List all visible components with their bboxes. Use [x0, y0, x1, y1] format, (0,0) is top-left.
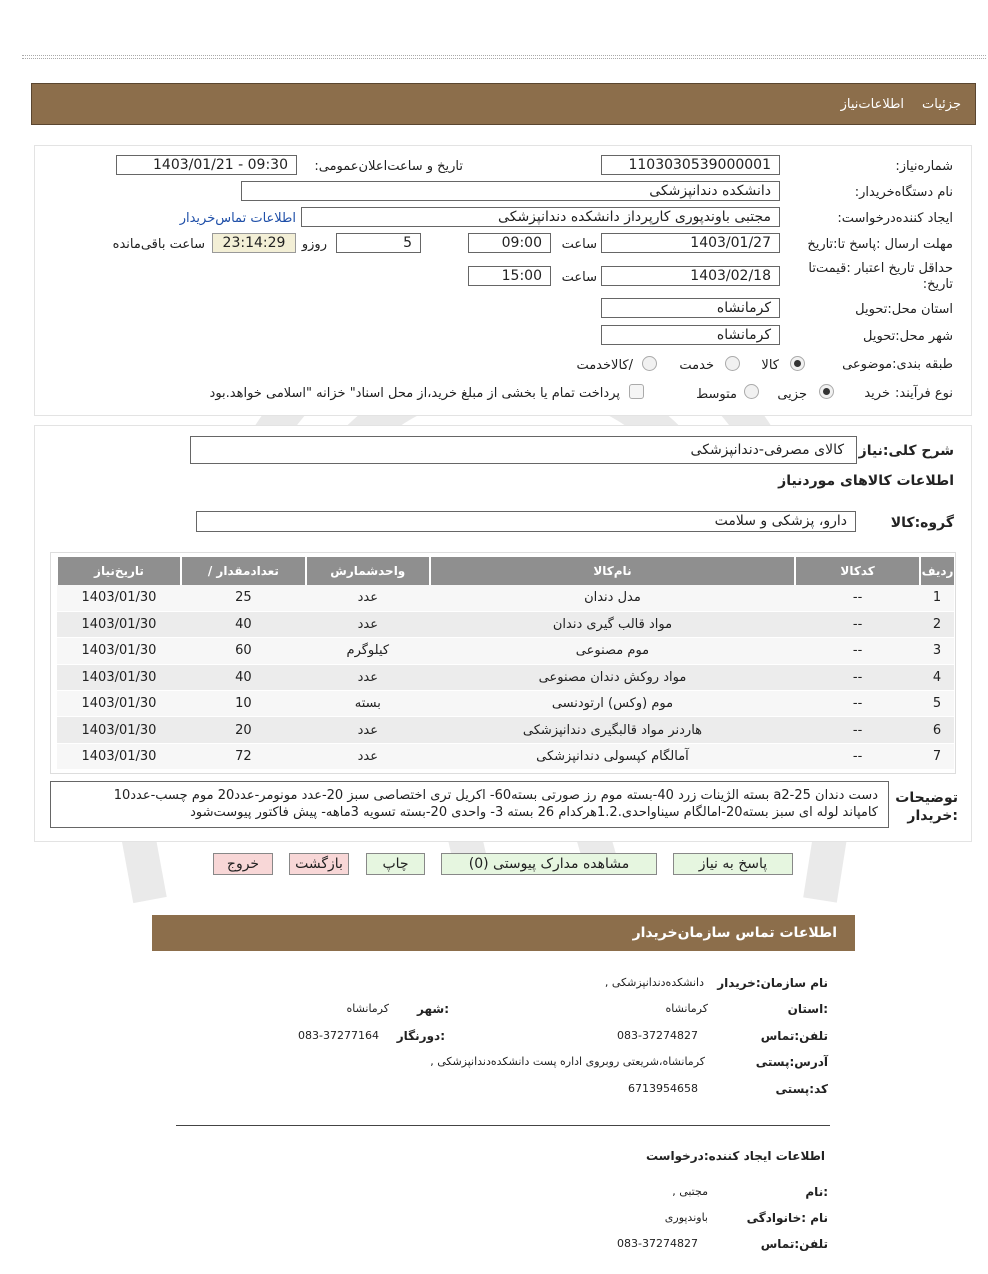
creator-label: ایجاد کننده‌درخواست: — [837, 211, 953, 226]
contact-org-label: نام سازمان:خریدار — [717, 976, 828, 990]
reply-button[interactable]: پاسخ به نیاز — [673, 853, 793, 875]
contact-phone-label: تلفن:تماس — [760, 1029, 828, 1043]
contact-fax-label: :دورنگار — [396, 1029, 445, 1043]
table-row — [57, 585, 954, 611]
category-goods-radio[interactable] — [790, 356, 805, 371]
announce-label: تاریخ و ساعت‌اعلان‌عمومی: — [314, 159, 463, 174]
row-unit: بسته — [306, 691, 430, 717]
row-date: 1403/01/30 — [57, 691, 181, 717]
need-number-label: شماره‌نیاز: — [895, 159, 953, 174]
col-date: تاریخ‌نیاز — [57, 557, 181, 585]
col-code: کدکالا — [795, 557, 920, 585]
items-title: اطلاعات کالاهای موردنیاز — [778, 473, 954, 489]
table-row — [57, 717, 954, 743]
contact-postal-label: کد:پستی — [775, 1082, 828, 1096]
process-purchase: خرید — [864, 386, 890, 401]
col-row: ردیف — [920, 557, 954, 585]
table-row — [57, 664, 954, 690]
contact-postal-value: 6713954658 — [628, 1082, 698, 1095]
process-medium-label: متوسط — [696, 387, 737, 402]
process-medium-radio[interactable] — [744, 384, 759, 399]
contact-address-label: آدرس:پستی — [755, 1055, 828, 1069]
row-qty: 60 — [181, 638, 306, 664]
buyer-notes-line1: دست دندان a2-25 بسته الژینات زرد 40-بسته موم رز صورتی بسته60- اکریل تری اختصاصی سبز 20-عدد مونومر-عدد20 موم چسب-عدد10 — [113, 788, 878, 803]
contact-city-value: کرمانشاه — [346, 1002, 389, 1015]
row-name: هاردنر مواد قالبگیری دندانپزشکی — [430, 717, 795, 743]
buyer-org-label: نام دستگاه‌خریدار: — [854, 185, 953, 200]
process-partial-radio[interactable] — [819, 384, 834, 399]
header-bar — [31, 83, 976, 125]
contact-fax-value: 083-37277164 — [298, 1029, 379, 1042]
row-name: موم (وکس) ارتودنسی — [430, 691, 795, 717]
creator-name-value: مجتبی , — [672, 1185, 708, 1198]
top-divider — [22, 55, 986, 59]
creator-info-title: اطلاعات ایجاد کننده:درخواست — [645, 1149, 825, 1163]
row-qty: 40 — [181, 611, 306, 637]
row-code: -- — [795, 664, 920, 690]
deadline-label: مهلت ارسال :پاسخ تا:تاریخ — [807, 237, 953, 252]
row-date: 1403/01/30 — [57, 743, 181, 769]
row-qty: 20 — [181, 717, 306, 743]
row-code: -- — [795, 717, 920, 743]
row-code: -- — [795, 611, 920, 637]
row-code: -- — [795, 638, 920, 664]
buyer-notes-box — [50, 781, 889, 828]
contact-section-title: اطلاعات تماس سازمان‌خریدار — [152, 915, 855, 951]
contact-org-value: دانشکده‌دندانپزشکی , — [604, 976, 704, 989]
category-both-label: /کالاخدمت — [576, 358, 633, 373]
process-label: نوع فرآیند: — [895, 386, 953, 401]
row-num: 6 — [920, 717, 954, 743]
table-row — [57, 743, 954, 769]
row-unit: عدد — [306, 585, 430, 611]
row-code: -- — [795, 691, 920, 717]
row-name: مواد قالب گیری دندان — [430, 611, 795, 637]
row-date: 1403/01/30 — [57, 585, 181, 611]
contact-province-label: :استان — [787, 1002, 828, 1016]
row-num: 2 — [920, 611, 954, 637]
buyer-contact-link[interactable]: اطلاعات تماس‌خریدار — [179, 211, 296, 226]
validity-date-field: 1403/02/18 — [601, 266, 780, 286]
city-field: کرمانشاه — [601, 325, 780, 345]
need-number-field: 1103030539000001 — [601, 155, 780, 175]
row-qty: 72 — [181, 743, 306, 769]
row-name: آمالگام کپسولی دندانپزشکی — [430, 743, 795, 769]
col-qty: تعدادمقدار / — [181, 557, 306, 585]
row-date: 1403/01/30 — [57, 638, 181, 664]
deadline-date-field: 1403/01/27 — [601, 233, 780, 253]
province-field: کرمانشاه — [601, 298, 780, 318]
creator-family-value: باوندپوری — [664, 1211, 708, 1224]
creator-family-label: نام :خانوادگی — [746, 1211, 828, 1225]
category-label: طبقه بندی:موضوعی — [842, 357, 953, 372]
contact-address-value: کرمانشاه،شریعتی روبروی اداره پست دانشکده‌دندانپزشکی , — [430, 1055, 705, 1068]
row-date: 1403/01/30 — [57, 717, 181, 743]
row-num: 7 — [920, 743, 954, 769]
row-num: 1 — [920, 585, 954, 611]
row-unit: عدد — [306, 717, 430, 743]
row-num: 3 — [920, 638, 954, 664]
print-button[interactable]: چاپ — [366, 853, 425, 875]
table-row — [57, 638, 954, 664]
creator-phone-label: تلفن:تماس — [760, 1237, 828, 1251]
days-field: 5 — [336, 233, 421, 253]
buyer-org-field: دانشکده دندانپزشکی — [241, 181, 780, 201]
row-qty: 25 — [181, 585, 306, 611]
validity-time-label: ساعت — [561, 270, 597, 285]
row-unit: کیلوگرم — [306, 638, 430, 664]
row-num: 5 — [920, 691, 954, 717]
creator-name-label: :نام — [805, 1185, 828, 1199]
items-table-header — [57, 557, 954, 585]
deadline-time-field: 09:00 — [468, 233, 551, 253]
city-label: شهر محل:تحویل — [863, 329, 953, 344]
deadline-time-label: ساعت — [561, 237, 597, 252]
table-row — [57, 611, 954, 637]
validity-label: حداقل تاریخ اعتبار :قیمت‌تا تاریخ: — [808, 261, 953, 292]
buyer-notes-line2: کامپاند لوله ای سبز بسته20-امالگام سیناواحدی.1.2هرکدام 26 بسته 3- واحدی 20-بسته تسویه 3ماهه- پیش فاکتور پیوست‌شود — [190, 805, 878, 820]
back-button[interactable]: بازگشت — [289, 853, 349, 875]
treasury-payment-note: پرداخت تمام یا بخشی از مبلغ خرید،از محل اسناد" خزانه "اسلامی خواهد.بود — [209, 386, 620, 401]
category-both-radio[interactable] — [642, 356, 657, 371]
row-date: 1403/01/30 — [57, 611, 181, 637]
buyer-notes-label: توضیحات :خریدار — [895, 790, 958, 824]
contact-divider — [176, 1125, 830, 1126]
treasury-payment-checkbox[interactable] — [629, 384, 644, 399]
row-name: مدل دندان — [430, 585, 795, 611]
row-name: مواد روکش دندان مصنوعی — [430, 664, 795, 690]
announce-field: 1403/01/21 - 09:30 — [116, 155, 297, 175]
row-code: -- — [795, 585, 920, 611]
group-label: گروه:کالا — [890, 515, 954, 531]
items-table — [56, 557, 954, 770]
category-service-label: خدمت — [679, 358, 714, 373]
tab-need-info[interactable]: اطلاعات‌نیاز — [840, 96, 905, 112]
row-unit: عدد — [306, 743, 430, 769]
contact-city-label: :شهر — [417, 1002, 449, 1016]
remaining-time-box: 23:14:29 — [212, 233, 296, 253]
view-attachments-button[interactable]: مشاهده مدارک پیوستی (0) — [441, 853, 657, 875]
process-partial-label: جزیی — [777, 387, 807, 402]
table-row — [57, 691, 954, 717]
row-name: موم مصنوعی — [430, 638, 795, 664]
contact-province-value: کرمانشاه — [665, 1002, 708, 1015]
row-code: -- — [795, 743, 920, 769]
contact-phone-value: 083-37274827 — [617, 1029, 698, 1042]
summary-label: شرح کلی:نیاز — [858, 443, 954, 459]
category-service-radio[interactable] — [725, 356, 740, 371]
summary-field: کالای مصرفی-دندانپزشکی — [190, 436, 857, 464]
creator-field: مجتبی باوندپوری کارپرداز دانشکده دندانپزشکی — [301, 207, 780, 227]
row-unit: عدد — [306, 611, 430, 637]
row-num: 4 — [920, 664, 954, 690]
validity-time-field: 15:00 — [468, 266, 551, 286]
remaining-label: ساعت باقی‌مانده — [112, 237, 205, 252]
province-label: استان محل:تحویل — [855, 302, 953, 317]
tab-details[interactable]: جزئیات — [922, 96, 961, 112]
row-qty: 40 — [181, 664, 306, 690]
days-label: روزو — [301, 237, 327, 252]
creator-phone-value: 083-37274827 — [617, 1237, 698, 1250]
col-name: نام‌کالا — [430, 557, 795, 585]
group-field: دارو، پزشکی و سلامت — [196, 511, 856, 532]
row-unit: عدد — [306, 664, 430, 690]
exit-button[interactable]: خروج — [213, 853, 273, 875]
row-qty: 10 — [181, 691, 306, 717]
col-unit: واحدشمارش — [306, 557, 430, 585]
category-goods-label: کالا — [761, 358, 779, 373]
row-date: 1403/01/30 — [57, 664, 181, 690]
